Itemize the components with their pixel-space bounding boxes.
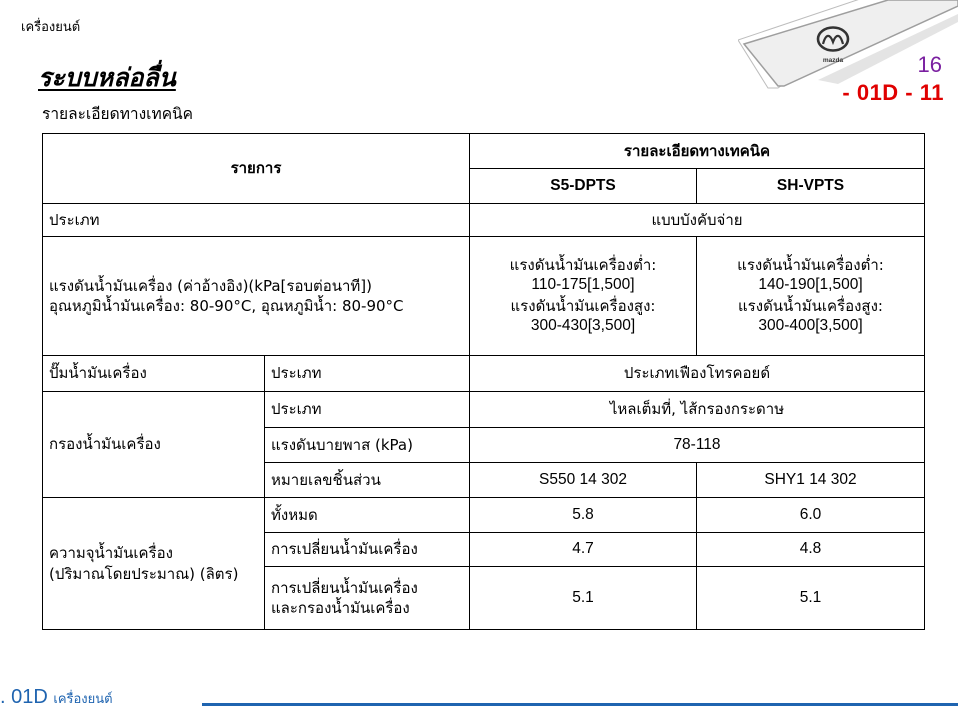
pressure-b-high-value: 300-400[3,500] <box>758 317 863 335</box>
pump-value: ประเภทเฟืองโทรคอยด์ <box>470 356 925 392</box>
pressure-model-a <box>470 237 697 356</box>
filter-part-b: SHY1 14 302 <box>697 463 925 498</box>
filter-type-value: ไหลเต็มที่, ไส้กรองกระดาษ <box>470 392 925 428</box>
filter-part-sub: หมายเลขชิ้นส่วน <box>265 463 470 498</box>
capacity-change-filter-line2: และกรองน้ำมันเครื่อง <box>271 599 410 617</box>
pressure-label <box>43 237 470 356</box>
header-section-label: เครื่องยนต์ <box>21 20 81 35</box>
footer-code: . 01D <box>0 686 48 708</box>
footer-label <box>0 686 113 709</box>
section-code: - 01D - 11 <box>842 80 944 105</box>
pressure-a-high-value: 300-430[3,500] <box>530 317 636 335</box>
pressure-b-low-label: แรงดันน้ำมันเครื่องต่ำ: <box>737 255 884 274</box>
filter-type-sub: ประเภท <box>265 392 470 428</box>
table-row <box>43 134 925 169</box>
page-title: ระบบหล่อลื่น <box>38 63 176 92</box>
capacity-change-b: 4.8 <box>697 533 925 567</box>
capacity-label-line1: ความจุน้ำมันเครื่อง <box>49 544 173 563</box>
header-model-b: SH-VPTS <box>697 169 925 204</box>
header-spec: รายละเอียดทางเทคนิค <box>470 134 925 169</box>
capacity-label <box>43 498 265 630</box>
capacity-total-sub: ทั้งหมด <box>265 498 470 533</box>
pressure-label-line1: แรงดันน้ำมันเครื่อง (ค่าอ้างอิง)(kPa[รอบต่อนาที]) <box>49 276 372 295</box>
capacity-change-filter-sub <box>265 567 470 630</box>
capacity-change-filter-line1: การเปลี่ยนน้ำมันเครื่อง <box>271 578 418 597</box>
capacity-change-filter-b: 5.1 <box>697 567 925 630</box>
table-row <box>43 392 925 428</box>
header-model-a: S5-DPTS <box>470 169 697 204</box>
pump-label: ปั๊มน้ำมันเครื่อง <box>43 356 265 392</box>
pressure-a-low-label: แรงดันน้ำมันเครื่องต่ำ: <box>509 255 657 274</box>
capacity-total-a: 5.8 <box>470 498 697 533</box>
pressure-model-b <box>697 237 925 356</box>
filter-part-a: S550 14 302 <box>470 463 697 498</box>
pressure-a-high-label: แรงดันน้ำมันเครื่องสูง: <box>510 297 656 315</box>
filter-bypass-sub: แรงดันบายพาส (kPa) <box>265 428 470 463</box>
type-label: ประเภท <box>43 204 470 237</box>
capacity-change-a: 4.7 <box>470 533 697 567</box>
type-value: แบบบังคับจ่าย <box>470 204 925 237</box>
filter-label: กรองน้ำมันเครื่อง <box>43 392 265 498</box>
capacity-change-sub: การเปลี่ยนน้ำมันเครื่อง <box>265 533 470 567</box>
header-item: รายการ <box>43 134 470 204</box>
section-subtitle: รายละเอียดทางเทคนิค <box>42 105 194 123</box>
page-number: 16 <box>917 52 942 77</box>
capacity-label-line2: (ปริมาณโดยประมาณ) (ลิตร) <box>49 564 239 583</box>
table-row <box>43 356 925 392</box>
table-row <box>43 237 925 356</box>
table-row <box>43 498 925 533</box>
footer-section: เครื่องยนต์ <box>53 691 113 706</box>
pressure-a-low-value: 110-175[1,500] <box>531 276 635 294</box>
pressure-b-high-label: แรงดันน้ำมันเครื่องสูง: <box>738 297 883 315</box>
footer-divider <box>202 703 958 706</box>
logo-wordmark: mazda <box>822 57 844 64</box>
spec-table <box>42 133 925 630</box>
pump-sub: ประเภท <box>265 356 470 392</box>
pressure-label-line2: อุณหภูมิน้ำมันเครื่อง: 80-90°C, อุณหภูมิน้ำ: 80-90°C <box>49 297 404 315</box>
pressure-b-low-value: 140-190[1,500] <box>758 276 863 294</box>
filter-bypass-value: 78-118 <box>470 428 925 463</box>
capacity-change-filter-a: 5.1 <box>470 567 697 630</box>
table-row <box>43 204 925 237</box>
capacity-total-b: 6.0 <box>697 498 925 533</box>
